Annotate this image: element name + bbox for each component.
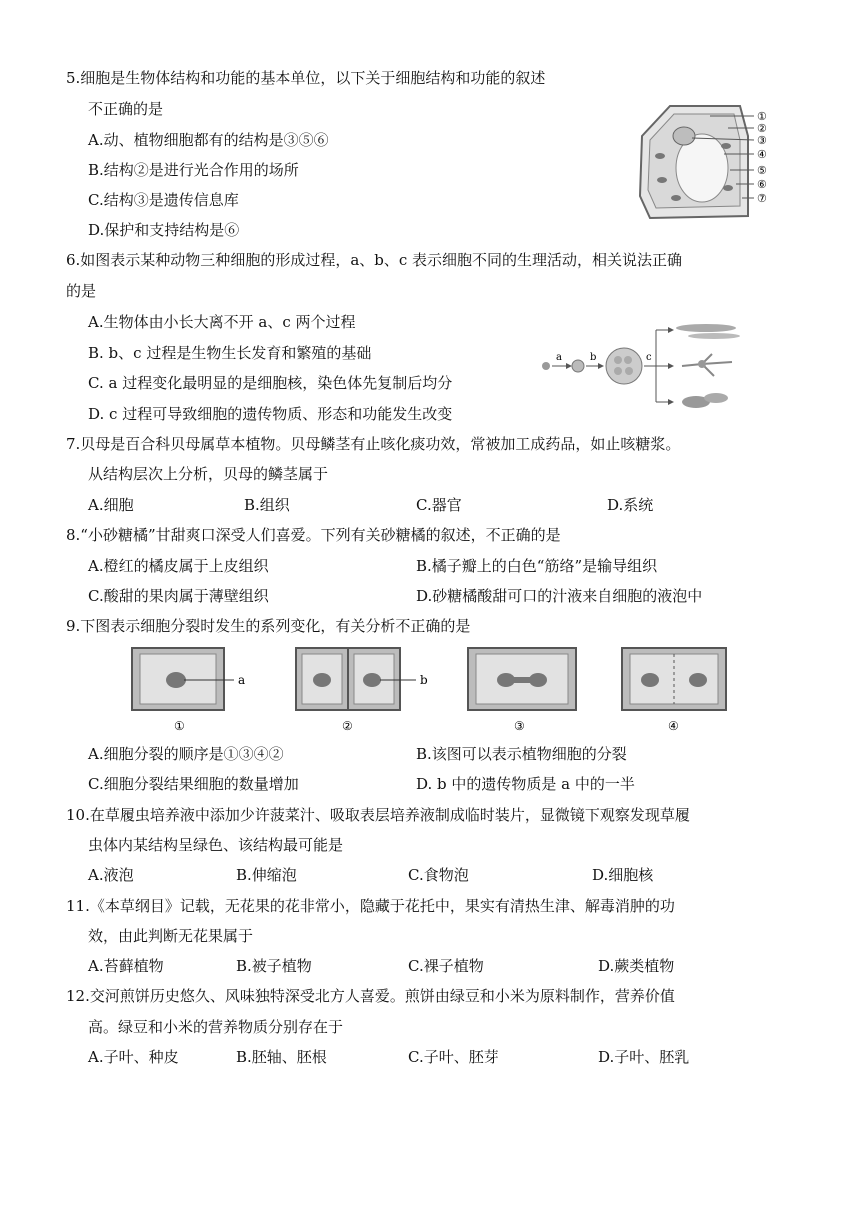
q10-stem: 10.在草履虫培养液中添加少许菠菜汁、吸取表层培养液制成临时装片，显微镜下观察发现草履 [66,806,690,824]
q9-caption-1: ① [174,719,185,733]
q9-option-a: A.细胞分裂的顺序是①③④② [88,745,284,763]
q7-stem-cont: 从结构层次上分析，贝母的鳞茎属于 [88,465,329,483]
q7-option-a: A.细胞 [88,496,134,514]
q12-stem-cont: 高。绿豆和小米的营养物质分别存在于 [88,1018,344,1036]
q6-stem-cont: 的是 [66,282,97,300]
q5-label-1: ① [757,110,767,123]
q7-option-d: D.系统 [607,496,654,514]
q5-label-6: ⑥ [757,178,767,191]
q9-option-c: C.细胞分裂结果细胞的数量增加 [88,775,299,793]
q9-label-a: a [238,673,246,687]
q12-option-a: A.子叶、种皮 [88,1048,179,1066]
cell-division-figure [128,642,732,736]
cell-formation-figure [536,318,756,416]
q11-option-d: D.蕨类植物 [598,957,675,975]
q5-stem-cont: 不正确的是 [88,100,164,118]
q11-stem-cont: 效，由此判断无花果属于 [88,927,254,945]
q5-label-2: ② [757,122,767,135]
plant-cell-figure [630,96,780,230]
q8-option-c: C.酸甜的果肉属于薄壁组织 [88,587,269,605]
q5-option-a: A.动、植物细胞都有的结构是③⑤⑥ [88,131,329,149]
q9-caption-2: ② [342,719,353,733]
q12-option-d: D.子叶、胚乳 [598,1048,690,1066]
q10-option-c: C.食物泡 [408,866,469,884]
q9-label-b: b [420,673,428,687]
q9-caption-3: ③ [514,719,525,733]
q5-label-5: ⑤ [757,164,767,177]
q12-option-b: B.胚轴、胚根 [236,1048,327,1066]
q10-option-a: A.液泡 [88,866,134,884]
q8-stem: 8.“小砂糖橘”甘甜爽口深受人们喜爱。下列有关砂糖橘的叙述，不正确的是 [66,526,561,544]
q8-option-d: D.砂糖橘酸甜可口的汁液来自细胞的液泡中 [416,587,703,605]
q6-label-c: c [646,352,652,363]
q8-option-b: B.橘子瓣上的白色“筋络”是输导组织 [416,557,658,575]
q9-option-d: D. b 中的遗传物质是 a 中的一半 [416,775,635,793]
q11-stem: 11.《本草纲目》记载，无花果的花非常小，隐藏于花托中，果实有清热生津、解毒消肿的功 [66,897,675,915]
q12-option-c: C.子叶、胚芽 [408,1048,499,1066]
q6-option-a: A.生物体由小长大离不开 a、c 两个过程 [88,313,356,331]
q11-option-c: C.裸子植物 [408,957,484,975]
q5-option-b: B.结构②是进行光合作用的场所 [88,161,299,179]
q6-option-d: D. c 过程可导致细胞的遗传物质、形态和功能发生改变 [88,405,453,423]
q10-option-d: D.细胞核 [592,866,654,884]
q7-option-b: B.组织 [244,496,290,514]
q6-option-c: C. a 过程变化最明显的是细胞核，染色体先复制后均分 [88,374,453,392]
q12-stem: 12.交河煎饼历史悠久、风味独特深受北方人喜爱。煎饼由绿豆和小米为原料制作，营养价值 [66,987,675,1005]
q6-label-b: b [590,352,597,363]
q6-label-a: a [556,352,562,363]
q6-option-b: B. b、c 过程是生物生长发育和繁殖的基础 [88,344,372,362]
q5-label-3: ③ [757,134,767,147]
q11-option-b: B.被子植物 [236,957,312,975]
q10-stem-cont: 虫体内某结构呈绿色、该结构最可能是 [88,836,344,854]
q10-option-b: B.伸缩泡 [236,866,297,884]
q6-stem: 6.如图表示某种动物三种细胞的形成过程，a、b、c 表示细胞不同的生理活动，相关说法正确 [66,251,683,269]
q9-caption-4: ④ [668,719,679,733]
q5-option-c: C.结构③是遗传信息库 [88,191,239,209]
q9-option-b: B.该图可以表示植物细胞的分裂 [416,745,627,763]
q7-stem: 7.贝母是百合科贝母属草本植物。贝母鳞茎有止咳化痰功效，常被加工成药品，如止咳糖浆。 [66,435,681,453]
q5-label-4: ④ [757,148,767,161]
q11-option-a: A.苔藓植物 [88,957,164,975]
q5-option-d: D.保护和支持结构是⑥ [88,221,240,239]
q7-option-c: C.器官 [416,496,462,514]
q9-stem: 9.下图表示细胞分裂时发生的系列变化，有关分析不正确的是 [66,617,471,635]
q8-option-a: A.橙红的橘皮属于上皮组织 [88,557,269,575]
q5-label-7: ⑦ [757,192,767,205]
q5-stem: 5.细胞是生物体结构和功能的基本单位，以下关于细胞结构和功能的叙述 [66,69,546,87]
